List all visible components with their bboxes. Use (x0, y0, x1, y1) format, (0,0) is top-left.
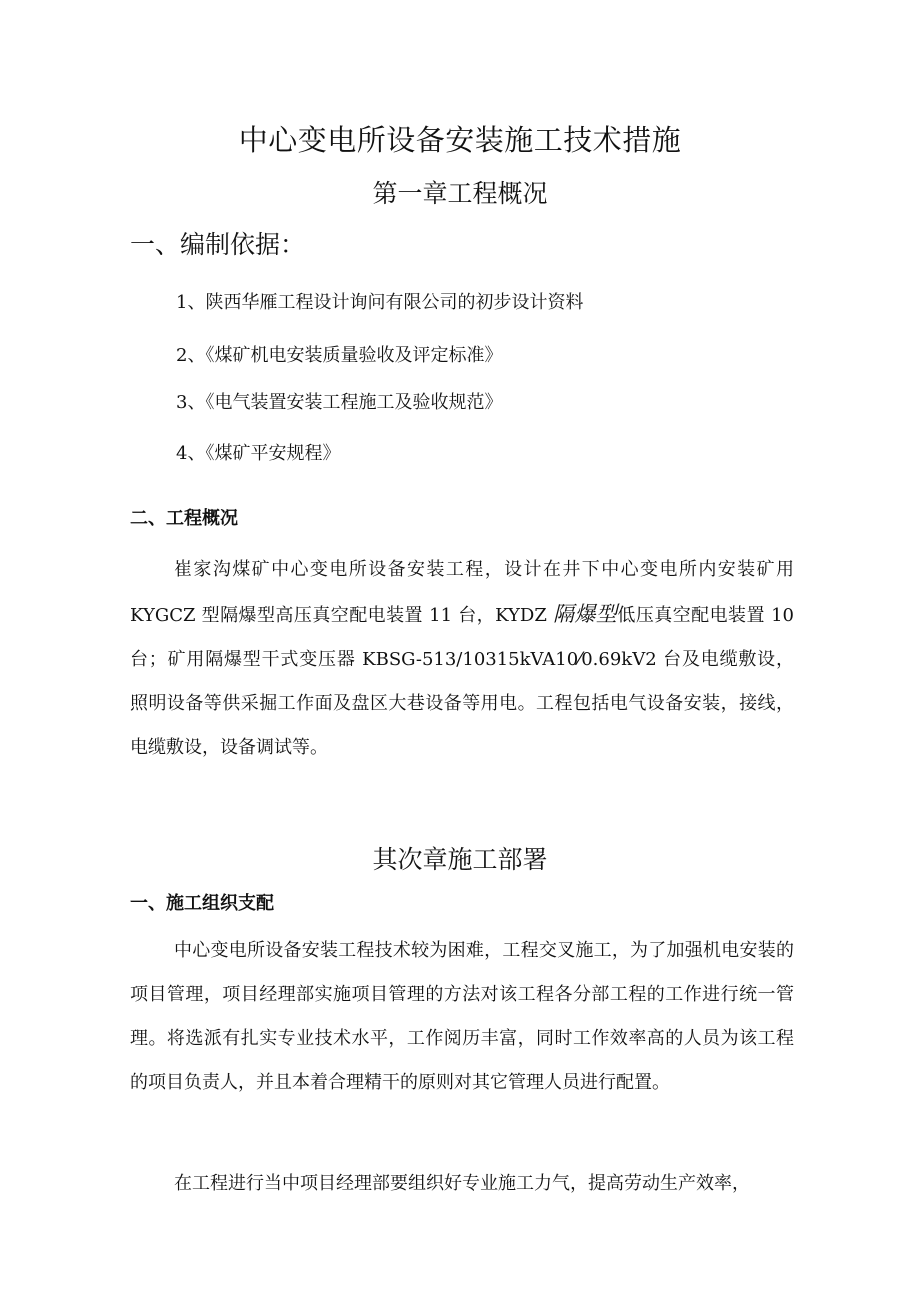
section-compilation-basis-heading: 一、编制依据： (130, 230, 306, 259)
organization-paragraph-2: 在工程进行当中项目经理部要组织好专业施工力气，提高劳动生产效率， (174, 1173, 750, 1194)
reference-item-1: 1、陕西华雁工程设计询问有限公司的初步设计资料 (176, 292, 584, 313)
organization-paragraph-1: 中心变电所设备安装工程技术较为困难，工程交叉施工，为了加强机电安装的项目管理，项目经理部实施项目管理的方法对该工程各分部工程的工作进行统一管理。将选派有扎实专业技术水平，工作阅历丰富，同时工作效率高的人员为该工程的项目负责人，并且本着合理精干的原则对其它管理人员进行配置。 (130, 940, 794, 1093)
paragraph-text-part-1: 崔家沟煤矿中心变电所设备安装工程，设计在井下中心变电所内安装矿用 KYGCZ 型隔爆型高压真空配电装置 11 台，KYDZ (130, 559, 794, 626)
paragraph-text-part-2: 低压真空配电装置 10 台；矿用隔爆型干式变压器 KBSG-513/10315kVA10⁄0.69kV2 台及电缆敷设，照明设备等供采掘工作面及盘区大巷设备等用电。工程包括电气设备安装，接线，电缆敷设，设备调试等。 (130, 605, 794, 758)
project-overview-paragraph (130, 548, 794, 770)
document-title: 中心变电所设备安装施工技术措施 (238, 123, 682, 157)
chapter-1-title: 第一章工程概况 (372, 179, 548, 208)
section-organization-heading: 一、施工组织支配 (130, 893, 274, 914)
reference-item-3: 3、《电气装置安装工程施工及验收规范》 (176, 392, 503, 413)
section-project-overview-heading: 二、工程概况 (130, 508, 238, 529)
reference-item-2: 2、《煤矿机电安装质量验收及评定标准》 (176, 345, 503, 366)
paragraph-italic-text: 隔爆型 (553, 602, 618, 626)
reference-item-4: 4、《煤矿平安规程》 (176, 443, 341, 464)
chapter-2-title: 其次章施工部署 (372, 845, 548, 874)
